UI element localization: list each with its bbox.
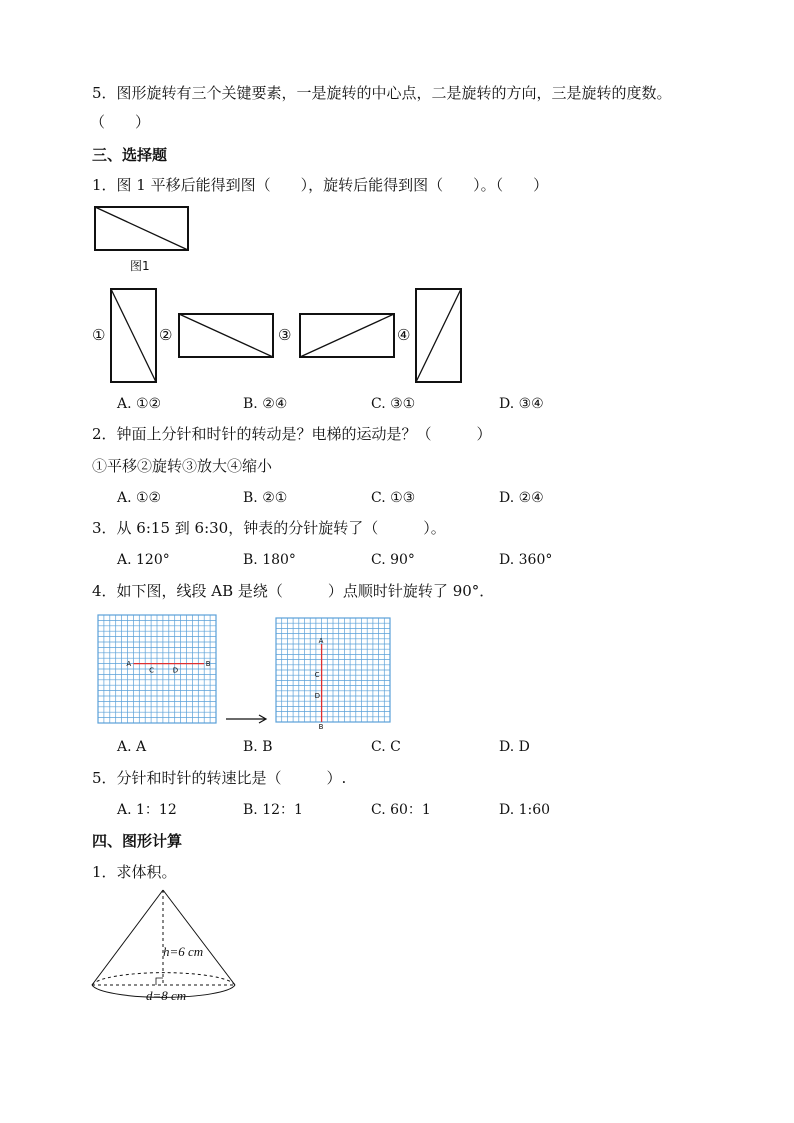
option-mark-2: ② bbox=[159, 326, 173, 344]
option-mark-3: ③ bbox=[278, 326, 292, 344]
q5-option-b[interactable]: B. 12：1 bbox=[243, 802, 303, 818]
grid-before-rotation bbox=[98, 615, 218, 725]
q3-option-b[interactable]: B. 180° bbox=[243, 552, 296, 568]
q4-option-a[interactable]: A. A bbox=[117, 739, 147, 755]
shape-4 bbox=[415, 288, 463, 384]
label-b-rotated: B bbox=[318, 723, 324, 731]
q3-option-c[interactable]: C. 90° bbox=[371, 552, 415, 568]
question1-text: 1．图 1 平移后能得到图（ ），旋转后能得到图（ ）。（ ） bbox=[92, 176, 549, 194]
cone-height-label: h=6 cm bbox=[163, 944, 204, 959]
question2-choices-legend: ①平移②旋转③放大④缩小 bbox=[92, 457, 273, 475]
shape-1 bbox=[110, 288, 158, 384]
label-b: B bbox=[205, 660, 211, 669]
shape-2 bbox=[178, 313, 275, 359]
q2-option-c[interactable]: C. ①③ bbox=[371, 490, 416, 506]
q2-option-d[interactable]: D. ②④ bbox=[499, 490, 544, 506]
option-mark-1: ① bbox=[92, 326, 106, 344]
question-prev5-answer-blank[interactable]: （ ） bbox=[90, 113, 151, 131]
q4-option-d[interactable]: D. D bbox=[499, 739, 530, 755]
arrow-icon bbox=[225, 712, 269, 726]
label-c-rotated: C bbox=[314, 671, 320, 680]
figure1-label: 图1 bbox=[130, 259, 150, 273]
question3-text: 3．从 6:15 到 6:30，钟表的分针旋转了（ ）。 bbox=[92, 519, 446, 537]
label-d: D bbox=[172, 666, 179, 675]
q5-option-d[interactable]: D. 1:60 bbox=[499, 802, 551, 818]
label-a-rotated: A bbox=[318, 637, 324, 645]
q3-option-d[interactable]: D. 360° bbox=[499, 552, 553, 568]
label-c: C bbox=[149, 666, 154, 675]
option-mark-4: ④ bbox=[397, 326, 411, 344]
question4-text: 4．如下图，线段 AB 是绕（ ）点顺时针旋转了 90°． bbox=[92, 582, 495, 600]
section-title-multiple-choice: 三、选择题 bbox=[92, 146, 168, 164]
question-prev5-text: 5．图形旋转有三个关键要素，一是旋转的中心点，二是旋转的方向，三是旋转的度数。 bbox=[92, 84, 672, 102]
calc1-text: 1．求体积。 bbox=[92, 863, 177, 881]
question5-text: 5．分针和时针的转速比是（ ）. bbox=[92, 769, 347, 787]
q2-option-b[interactable]: B. ②① bbox=[243, 490, 288, 506]
question2-text: 2．钟面上分针和时针的转动是？电梯的运动是？（ ） bbox=[92, 425, 492, 443]
q2-option-a[interactable]: A. ①② bbox=[117, 490, 162, 506]
q1-option-c[interactable]: C. ③① bbox=[371, 396, 416, 412]
figure1-rectangle bbox=[94, 206, 190, 252]
section-title-figure-calculation: 四、图形计算 bbox=[92, 832, 183, 850]
q4-option-b[interactable]: B. B bbox=[243, 739, 273, 755]
label-d-rotated: D bbox=[314, 692, 320, 700]
q1-option-a[interactable]: A. ①② bbox=[117, 396, 162, 412]
q5-option-a[interactable]: A. 1：12 bbox=[117, 802, 177, 818]
cone-diameter-label: d=8 cm bbox=[146, 988, 187, 1003]
q1-option-b[interactable]: B. ②④ bbox=[243, 396, 288, 412]
grid-after-rotation bbox=[276, 618, 392, 731]
q1-option-d[interactable]: D. ③④ bbox=[499, 396, 544, 412]
shape-3 bbox=[299, 313, 396, 359]
q3-option-a[interactable]: A. 120° bbox=[117, 552, 170, 568]
q4-option-c[interactable]: C. C bbox=[371, 739, 401, 755]
q5-option-c[interactable]: C. 60：1 bbox=[371, 802, 431, 818]
label-a: A bbox=[126, 660, 132, 669]
